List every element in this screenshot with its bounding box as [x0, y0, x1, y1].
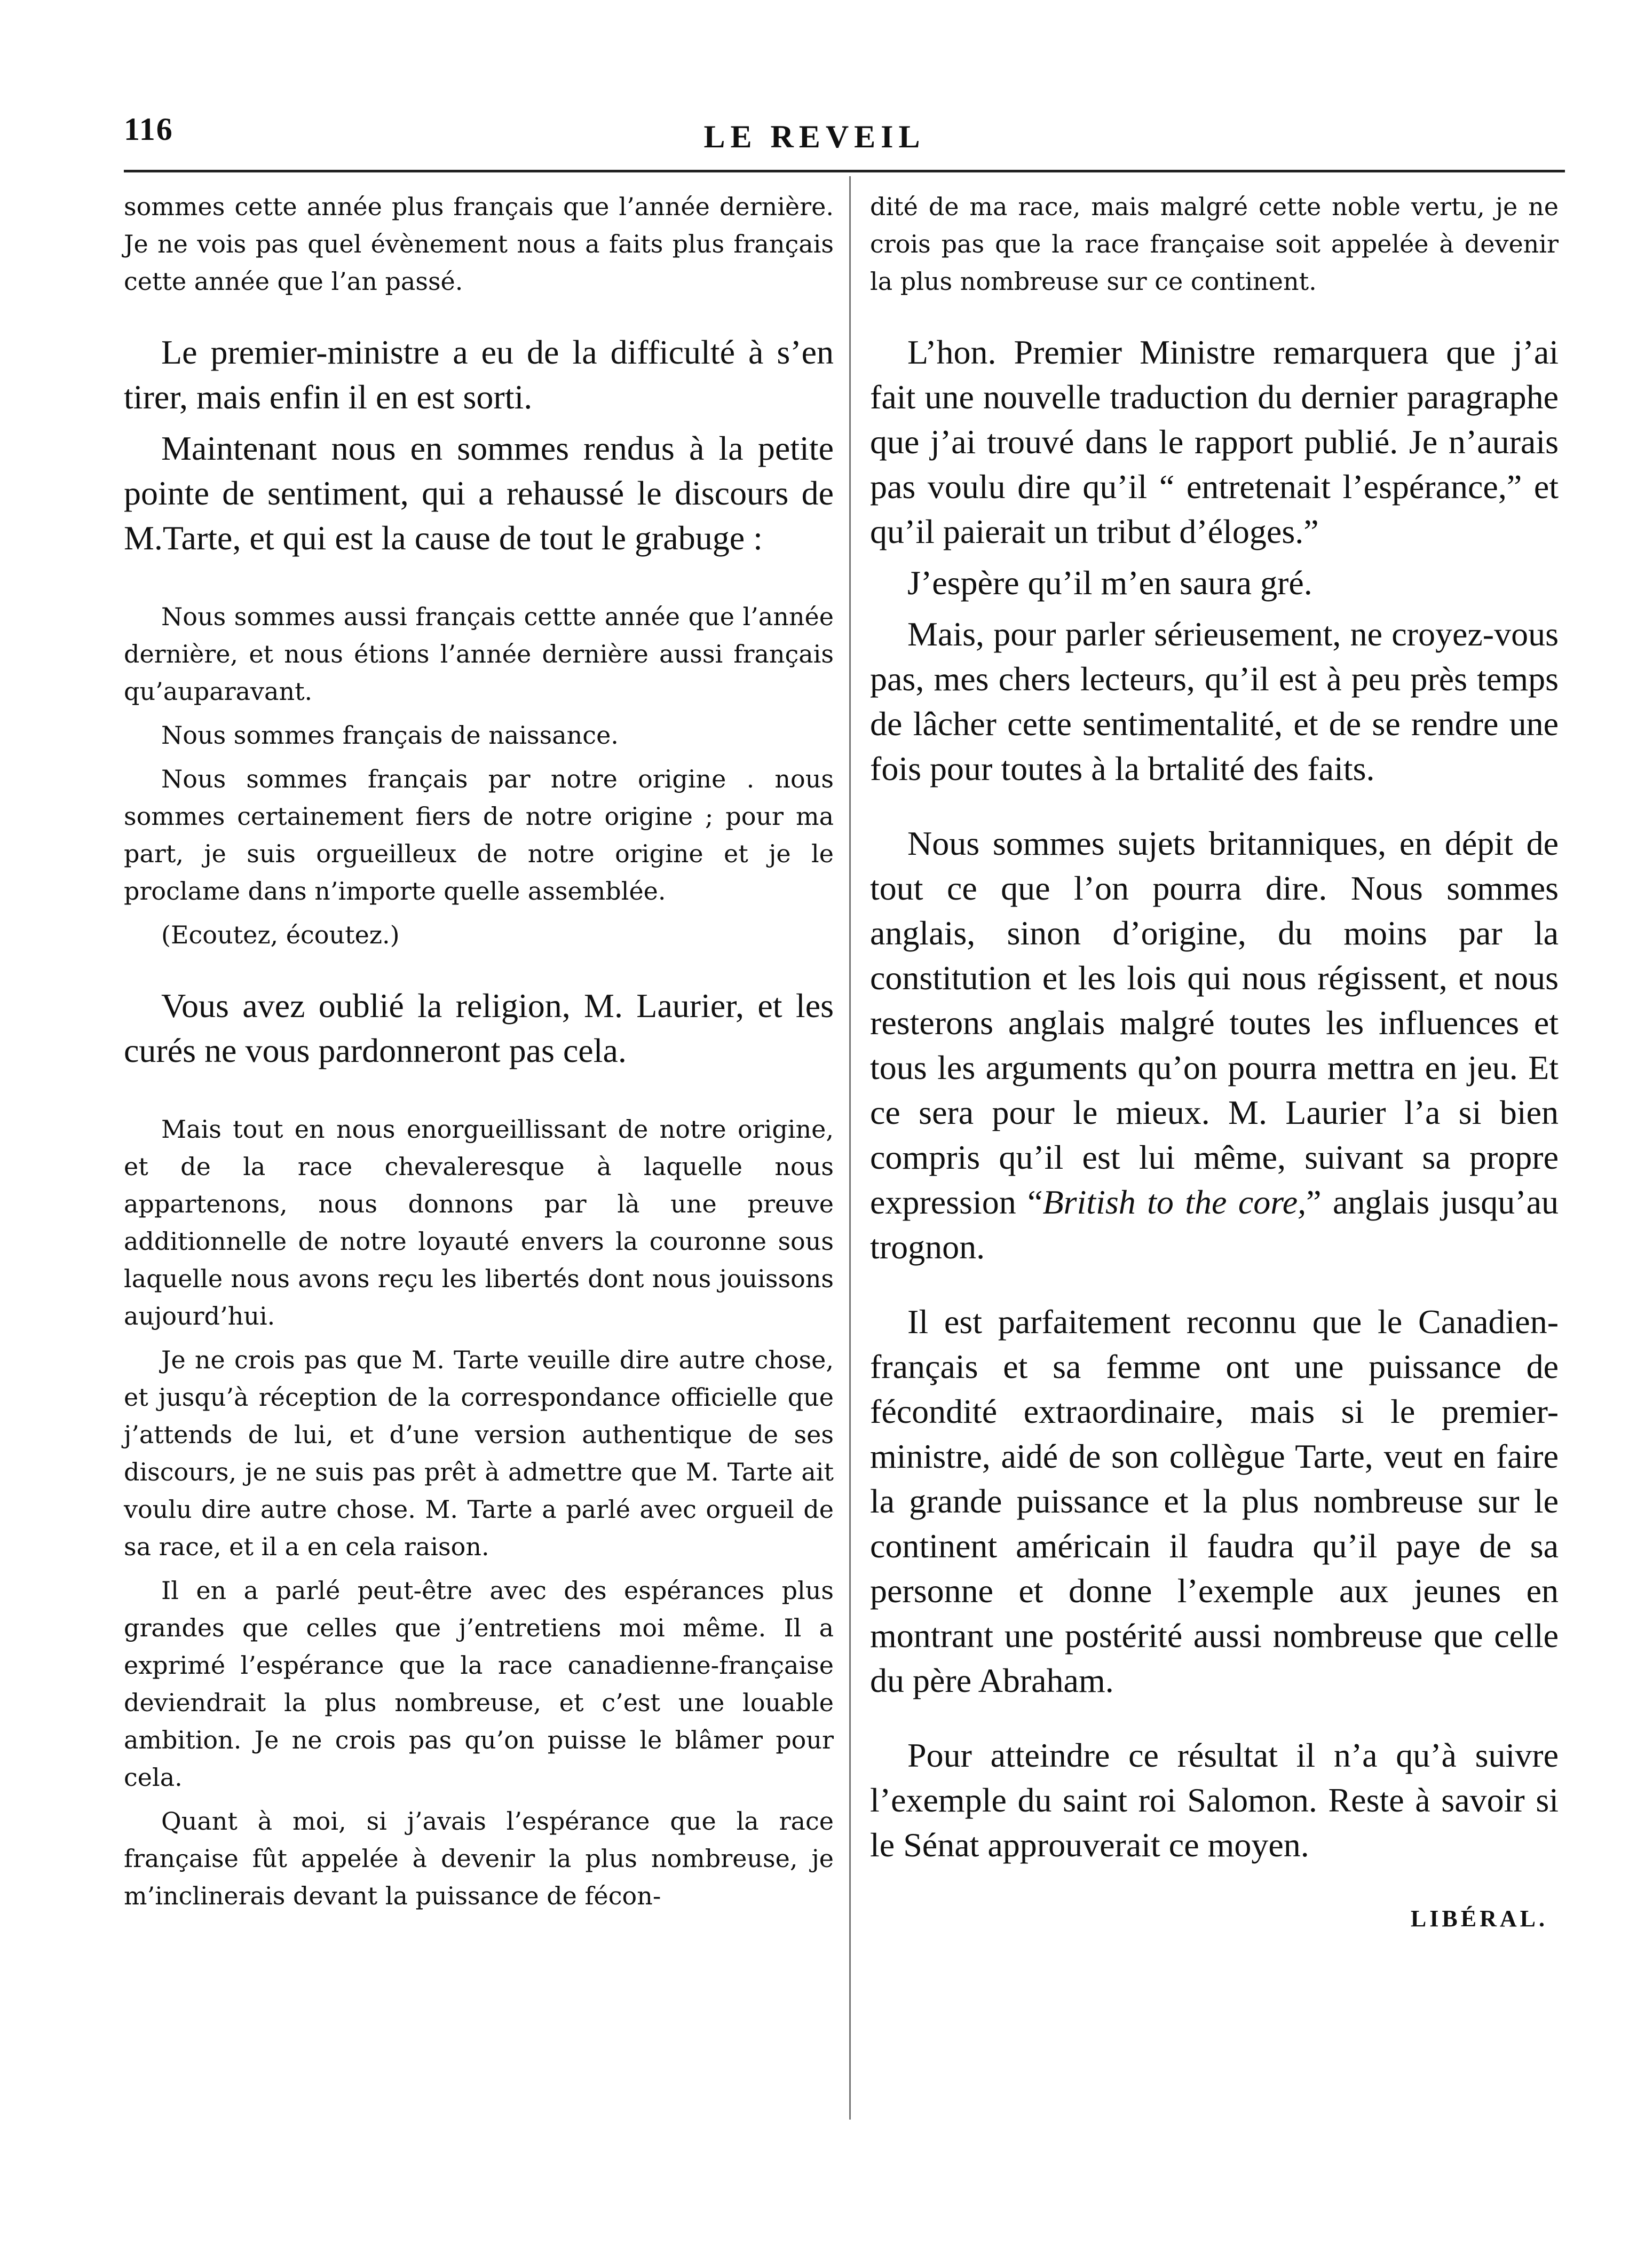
quoted-paragraph: (Ecoutez, écoutez.): [161, 920, 400, 949]
column-divider: [849, 176, 851, 2120]
quoted-paragraph: Nous sommes aussi français cettte année que l’année dernière, et nous étions l’année dernière aussi français qu’auparavant.: [124, 602, 834, 706]
editorial-paragraph: Il est parfaitement reconnu que le Canadien-français et sa femme ont une puissance de fécondité extraordinaire, mais si le premier-ministre, aidé de son collègue Tarte, veut en faire la grande puissance et la plus nombreuse sur le continent américain il faudra qu’il paye de sa personne et donne l’exemple aux jeunes en montrant une postérité aussi nombreuse que celle du père Abraham.: [870, 1303, 1559, 1699]
editorial-paragraph: Maintenant nous en sommes rendus à la petite pointe de sentiment, qui a rehaussé le discours de M.Tarte, et qui est la cause de tout le grabuge :: [124, 429, 834, 557]
paragraph-text: Nous sommes sujets britanniques, en dépit de tout ce que l’on pourra dire. Nous sommes anglais, sinon d’origine, du moins par la constitution et les lois qui nous régissent, et nous resterons anglais malgré toutes les influences et tous les arguments qu’on pourra mettra en jeu. Et ce sera pour le mieux. M. Laurier l’a si bien compris qu’il est lui même, suivant sa propre expression “: [870, 824, 1559, 1221]
editorial-paragraph: Vous avez oublié la religion, M. Laurier, et les curés ne vous pardonneront pas cela.: [124, 987, 834, 1069]
quoted-paragraph: Quant à moi, si j’avais l’espérance que la race française fût appelée à devenir la plus nombreuse, je m’inclinerais devant la puissance de fécon-: [124, 1807, 834, 1910]
editorial-paragraph: L’hon. Premier Ministre remarquera que j’ai fait une nouvelle traduction du dernier paragraphe que j’ai trouvé dans le rapport publié. Je n’aurais pas voulu dire qu’il “ entretenait l’espérance,” et qu’il paierait un tribut d’éloges.”: [870, 333, 1559, 550]
header-rule: [124, 170, 1565, 172]
author-signature: LIBÉRAL.: [1410, 1905, 1548, 1932]
journal-title: LE REVEIL: [703, 119, 926, 154]
quoted-paragraph: sommes cette année plus français que l’année dernière. Je ne vois pas quel évènement nous a faits plus français cette année que l’an passé.: [124, 192, 834, 296]
editorial-paragraph: Le premier-ministre a eu de la difficulté à s’en tirer, mais enfin il en est sorti.: [124, 333, 834, 416]
quoted-paragraph: Je ne crois pas que M. Tarte veuille dire autre chose, et jusqu’à réception de la correspondance officielle que j’attends de lui, et d’une version authentique de ses discours, je ne suis pas prêt à admettre que M. Tarte ait voulu dire autre chose. M. Tarte a parlé avec orgueil de sa race, et il a en cela raison.: [124, 1345, 834, 1561]
editorial-paragraph: Pour atteindre ce résultat il n’a qu’à suivre l’exemple du saint roi Salomon. Reste à savoir si le Sénat approuverait ce moyen.: [870, 1736, 1559, 1864]
left-column: [124, 188, 834, 1915]
editorial-paragraph: [870, 821, 1559, 1270]
page-number: 116: [124, 112, 173, 147]
editorial-paragraph: J’espère qu’il m’en saura gré.: [907, 564, 1312, 602]
italic-phrase: British to the core,: [1042, 1183, 1307, 1221]
paragraph-text: ” anglais jusqu’au trognon.: [870, 1183, 1559, 1266]
editorial-paragraph: Mais, pour parler sérieusement, ne croyez-vous pas, mes chers lecteurs, qu’il est à peu près temps de lâcher cette sentimentalité, et de se rendre une fois pour toutes à la brtalité des faits.: [870, 615, 1559, 788]
quoted-paragraph: Nous sommes français de naissance.: [161, 721, 619, 750]
right-column: [870, 188, 1559, 1932]
quoted-paragraph: Il en a parlé peut-être avec des espérances plus grandes que celles que j’entretiens moi même. Il a exprimé l’espérance que la race canadienne-française deviendrait la plus nombreuse, et c’est une louable ambition. Je ne crois pas qu’on puisse le blâmer pour cela.: [124, 1576, 834, 1792]
quoted-paragraph: Nous sommes français par notre origine . nous sommes certainement fiers de notre origine ; pour ma part, je suis orgueilleux de notre origine et je le proclame dans n’importe quelle assemblée.: [124, 765, 834, 905]
quoted-paragraph: dité de ma race, mais malgré cette noble vertu, je ne crois pas que la race française soit appelée à devenir la plus nombreuse sur ce continent.: [870, 192, 1559, 296]
quoted-paragraph: Mais tout en nous enorgueillissant de notre origine, et de la race chevaleresque à laquelle nous appartenons, nous donnons par là une preuve additionnelle de notre loyauté envers la couronne sous laquelle nous avons reçu les libertés dont nous jouissons aujourd’hui.: [124, 1115, 834, 1330]
